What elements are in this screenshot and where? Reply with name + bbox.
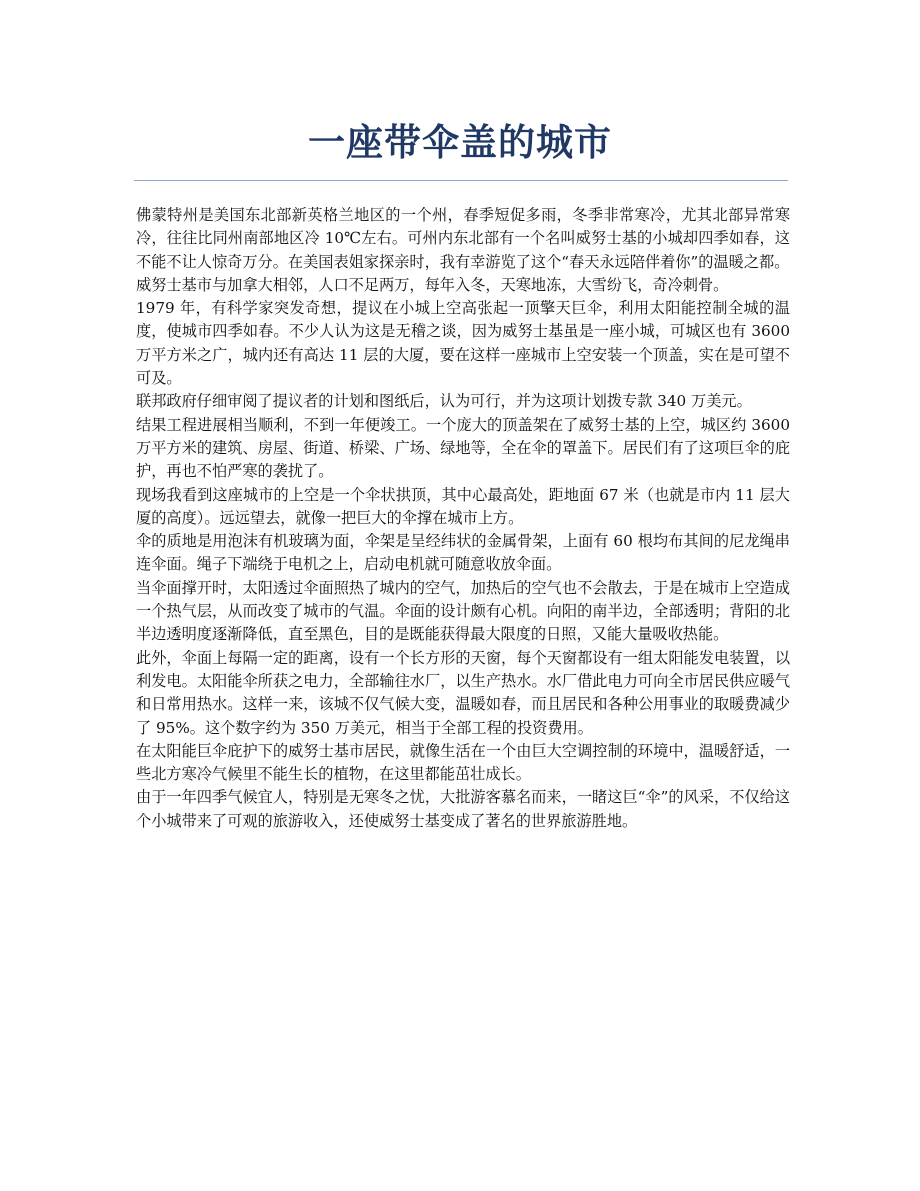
- paragraph-6: 现场我看到这座城市的上空是一个伞状拱顶，其中心最高处，距地面 67 米（也就是市内 11 层大厦的高度）。远远望去，就像一把巨大的伞撑在城市上方。: [136, 485, 790, 527]
- paragraph-8: 当伞面撑开时，太阳透过伞面照热了城内的空气，加热后的空气也不会散去，于是在城市上空造成一个热气层，从而改变了城市的气温。伞面的设计颇有心机。向阳的南半边，全部透明；背阳的北半边透明度逐渐降低，直至黑色，目的是既能获得最大限度的日照，又能大量吸收热能。: [136, 578, 790, 644]
- paragraph-4: 联邦政府仔细审阅了提议者的计划和图纸后，认为可行，并为这项计划拨专款 340 万美元。: [136, 392, 752, 411]
- paragraph-3: 1979 年，有科学家突发奇想，提议在小城上空高张起一顶擎天巨伞，利用太阳能控制全城的温度，使城市四季如春。不少人认为这是无稽之谈，因为威努士基虽是一座小城，可城区也有 3600 万平方米之广，城内还有高达 11 层的大厦，要在这样一座城市上空安装一个顶盖，实在是可望不可及。: [136, 299, 790, 388]
- paragraph-7: 伞的质地是用泡沫有机玻璃为面，伞架是呈经纬状的金属骨架，上面有 60 根均布其间的尼龙绳串连伞面。绳子下端绕于电机之上，启动电机就可随意收放伞面。: [136, 532, 790, 574]
- title-divider: [134, 180, 788, 181]
- paragraph-9: 此外，伞面上每隔一定的距离，设有一个长方形的天窗，每个天窗都设有一组太阳能发电装置，以利发电。太阳能伞所获之电力，全部输往水厂，以生产热水。水厂借此电力可向全市居民供应暖气和日常用热水。这样一来，该城不仅气候大变，温暖如春，而且居民和各种公用事业的取暖费减少了 95%。这个数字约为 350 万美元，相当于全部工程的投资费用。: [136, 648, 790, 737]
- paragraph-1: 佛蒙特州是美国东北部新英格兰地区的一个州，春季短促多雨，冬季非常寒冷，尤其北部异常寒冷，往往比同州南部地区冷 10℃左右。可州内东北部有一个名叫威努士基的小城却四季如春，这不能不让人惊奇万分。在美国表姐家探亲时，我有幸游览了这个“春天永远陪伴着你”的温暖之都。: [136, 206, 790, 271]
- paragraph-11: 由于一年四季气候宜人，特别是无寒冬之忧，大批游客慕名而来，一睹这巨“伞”的风采，不仅给这个小城带来了可观的旅游收入，还使威努士基变成了著名的世界旅游胜地。: [136, 788, 790, 830]
- document-body: [136, 204, 790, 833]
- paragraph-5: 结果工程进展相当顺利，不到一年便竣工。一个庞大的顶盖架在了威努士基的上空，城区约 3600 万平方米的建筑、房屋、街道、桥梁、广场、绿地等，全在伞的罩盖下。居民们有了这项巨伞的庇护，再也不怕严寒的袭扰了。: [136, 415, 790, 481]
- paragraph-10: 在太阳能巨伞庇护下的威努士基市居民，就像生活在一个由巨大空调控制的环境中，温暖舒适，一些北方寒冷气候里不能生长的植物，在这里都能茁壮成长。: [136, 741, 790, 784]
- paragraph-2: 威努士基市与加拿大相邻，人口不足两万，每年入冬，天寒地冻，大雪纷飞，奇冷刺骨。: [136, 275, 729, 294]
- document-title: 一座带伞盖的城市: [308, 121, 612, 164]
